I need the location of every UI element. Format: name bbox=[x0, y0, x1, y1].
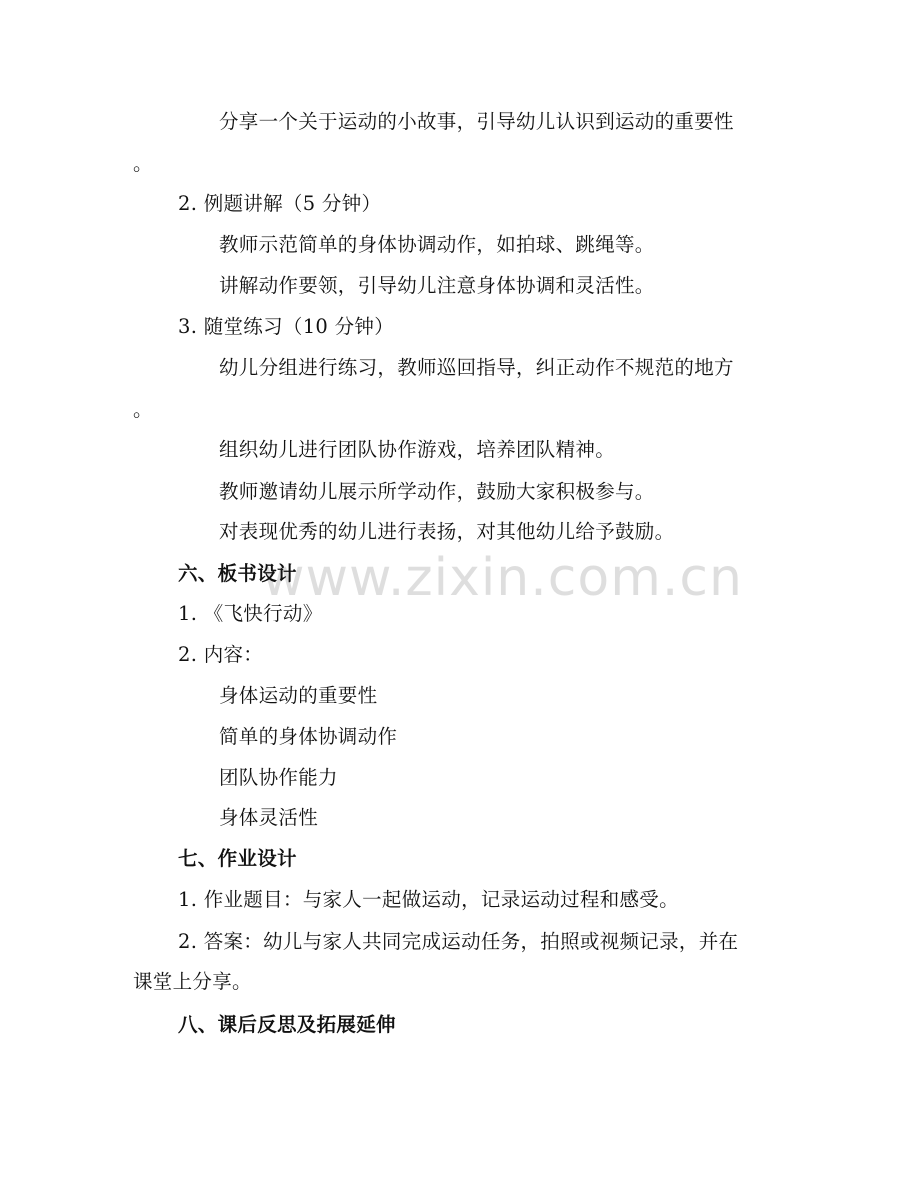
paragraph-line: 对表现优秀的幼儿进行表扬，对其他幼儿给予鼓励。 bbox=[219, 520, 675, 543]
paragraph-line: 教师示范简单的身体协调动作，如拍球、跳绳等。 bbox=[219, 233, 655, 256]
watermark: www.zixin.com.cn bbox=[262, 548, 743, 608]
section-heading: 六、板书设计 bbox=[178, 562, 297, 585]
paragraph-line: 课堂上分享。 bbox=[133, 970, 252, 993]
paragraph-line: 团队协作能力 bbox=[219, 766, 338, 789]
paragraph-line: 教师邀请幼儿展示所学动作，鼓励大家积极参与。 bbox=[219, 480, 655, 503]
list-item: 2. 答案：幼儿与家人共同完成运动任务，拍照或视频记录，并在 bbox=[178, 930, 739, 953]
paragraph-line: 。 bbox=[133, 398, 153, 421]
paragraph-line: 组织幼儿进行团队协作游戏，培养团队精神。 bbox=[219, 438, 616, 461]
paragraph-line: 幼儿分组进行练习，教师巡回指导，纠正动作不规范的地方 bbox=[219, 356, 734, 379]
paragraph-line: 身体运动的重要性 bbox=[219, 684, 378, 707]
list-item: 2. 例题讲解（5 分钟） bbox=[178, 192, 382, 215]
paragraph-line: 讲解动作要领，引导幼儿注意身体协调和灵活性。 bbox=[219, 274, 655, 297]
list-item: 1. 《飞快行动》 bbox=[178, 602, 323, 625]
paragraph-line: 身体灵活性 bbox=[219, 806, 319, 829]
list-item: 1. 作业题目：与家人一起做运动，记录运动过程和感受。 bbox=[178, 888, 679, 911]
list-item: 2. 内容： bbox=[178, 643, 264, 666]
paragraph-line: 。 bbox=[133, 152, 153, 175]
section-heading: 七、作业设计 bbox=[178, 847, 297, 870]
list-item: 3. 随堂练习（10 分钟） bbox=[178, 315, 395, 338]
paragraph-line: 分享一个关于运动的小故事，引导幼儿认识到运动的重要性 bbox=[219, 110, 734, 133]
section-heading: 八、课后反思及拓展延伸 bbox=[178, 1013, 396, 1036]
paragraph-line: 简单的身体协调动作 bbox=[219, 725, 398, 748]
